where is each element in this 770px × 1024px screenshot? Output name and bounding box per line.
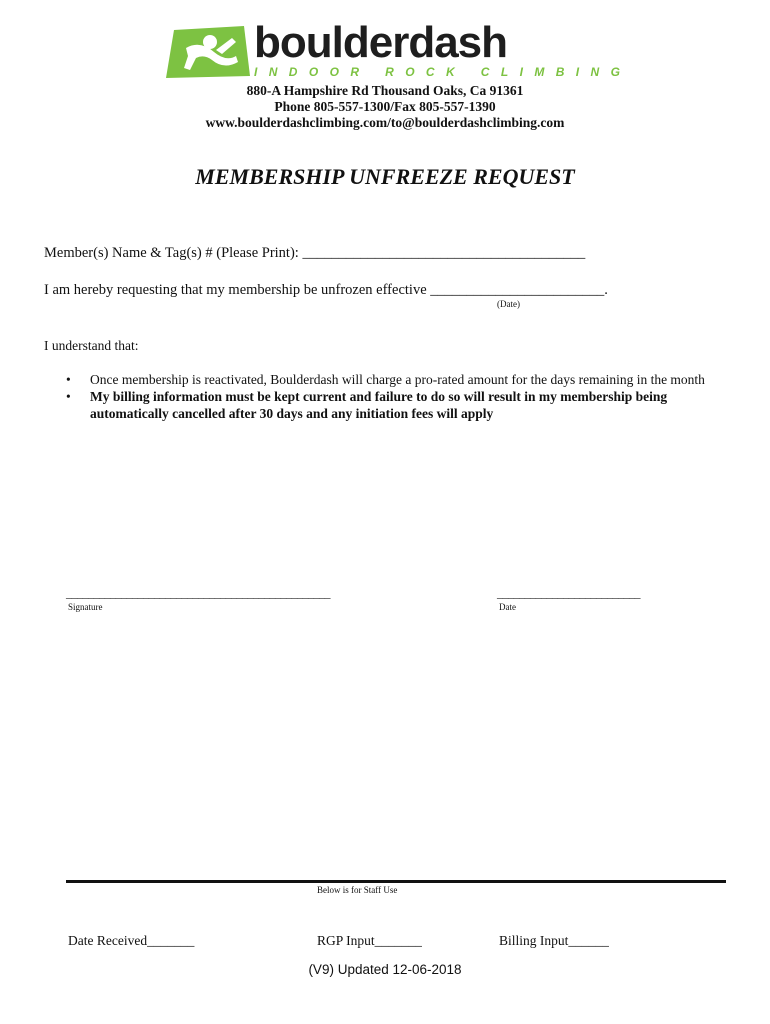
staff-use-caption: Below is for Staff Use bbox=[317, 885, 398, 895]
terms-list bbox=[66, 371, 706, 422]
signature-field[interactable]: ________________________________________________ bbox=[66, 586, 330, 600]
effective-date-field[interactable]: I am hereby requesting that my membership be unfrozen effective ________________________. bbox=[44, 282, 608, 298]
phone-fax-line: Phone 805-557-1300/Fax 805-557-1390 bbox=[274, 99, 496, 114]
understand-intro: I understand that: bbox=[44, 338, 139, 353]
version-footer: (V9) Updated 12-06-2018 bbox=[308, 962, 462, 977]
signature-date-field[interactable]: __________________________ bbox=[497, 586, 640, 600]
member-name-field[interactable]: Member(s) Name & Tag(s) # (Please Print): _______________________________________ bbox=[44, 245, 586, 261]
web-email-line: www.boulderdashclimbing.com/to@boulderdashclimbing.com bbox=[205, 115, 565, 130]
billing-input-field[interactable]: Billing Input______ bbox=[499, 933, 609, 948]
climber-icon bbox=[166, 26, 250, 78]
date-caption: (Date) bbox=[497, 299, 520, 309]
list-item bbox=[66, 371, 706, 388]
bullet-icon: • bbox=[66, 372, 71, 387]
company-logo bbox=[166, 18, 632, 82]
logo-wordmark: boulderdash bbox=[254, 18, 508, 67]
date-received-field[interactable]: Date Received_______ bbox=[68, 933, 195, 948]
address-line: 880-A Hampshire Rd Thousand Oaks, Ca 91361 bbox=[246, 83, 524, 98]
page-title: MEMBERSHIP UNFREEZE REQUEST bbox=[195, 164, 575, 189]
list-item bbox=[66, 388, 706, 422]
staff-divider bbox=[66, 880, 726, 883]
rgp-input-field[interactable]: RGP Input_______ bbox=[317, 933, 422, 948]
signature-label: Signature bbox=[68, 602, 103, 612]
signature-date-label: Date bbox=[499, 602, 516, 612]
term-text: My billing information must be kept current and failure to do so will result in my membership being automatically cancelled after 30 days and any initiation fees will apply bbox=[90, 389, 668, 421]
logo-tagline: INDOOR ROCK CLIMBING bbox=[254, 65, 632, 79]
term-text: Once membership is reactivated, Boulderdash will charge a pro-rated amount for the days remaining in the month bbox=[90, 372, 705, 387]
bullet-icon: • bbox=[66, 389, 71, 404]
